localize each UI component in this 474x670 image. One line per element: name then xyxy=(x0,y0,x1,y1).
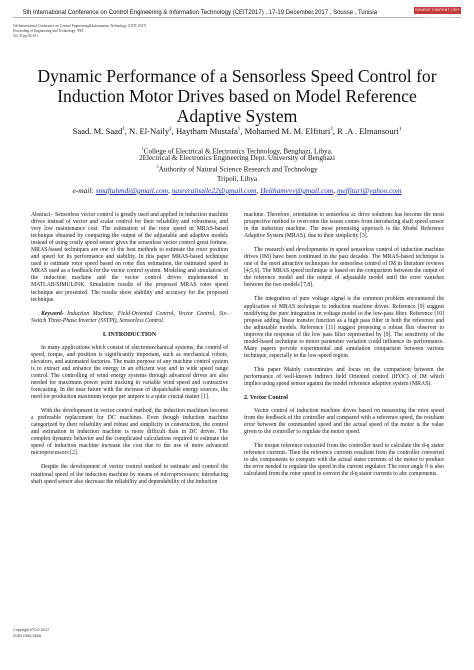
affiliation-text: College of Electrical & Electronics Technology, Benghazi, Libya. xyxy=(143,147,333,156)
affiliation-sup: 3 xyxy=(156,164,159,169)
affiliation-sup: 1 xyxy=(141,146,144,151)
author-name: Haytham Mustafa xyxy=(175,126,238,136)
author-name: Mohamed M. M. Elfituri xyxy=(244,126,331,136)
section-heading: I. INTRODUCTION xyxy=(102,331,157,338)
publisher-badge: SOURCE CONTENT: CEIT PUBLICATIONS xyxy=(415,8,460,19)
email-link[interactable]: smaftahmdi@gmail.com xyxy=(95,186,169,195)
affiliation-text: Tripoli, Libya xyxy=(216,175,258,183)
proceedings-line: 5th International Conference on Control Engineering&Information Technology (CEIT-2017) xyxy=(13,24,147,28)
paragraph: This paper Mainly concentrates and focus on the comparison between the performance of well-known indirect field Oriented control (IFOC) of IM which implies using speed sensor against the model reference adaptive system (MRAS). xyxy=(244,366,444,387)
author-name: N. El-Naily xyxy=(129,126,170,136)
paragraph: The torque reference extracted from the controller used to calculate the d-q stator reference currents. Then the reference currents resultant from the controller converted to abc components to compare with the actual stator currents of the motor to produce the error needed to regulate the speed in the current regulator. The rotor angle θ is also calculated from the rotor speed to convert the d-q stator currents to abc components. xyxy=(244,443,444,478)
paragraph: machine. Therefore, orientation to sensorless ac drive solutions has become the most prospective method to overcome the issues comes from introducing shaft speed sensor in the induction machine. The most promising approach is the Model Reference Adaptive System (MRAS), due to their simplicity [3]. xyxy=(244,212,444,240)
author-sup: 3 xyxy=(330,127,333,133)
keywords-text: Induction Machine, Field-Oriented Control, Vector Control, Six-Switch Three-Phase Inverter (SSTPI), Sensorless Control. xyxy=(31,310,228,324)
conference-header xyxy=(13,5,461,18)
proceedings-line: Proceeding of Engineering and Technology -PET xyxy=(13,29,84,34)
proceedings-line: Vol.35 pp.92-101 xyxy=(13,34,38,39)
right-column xyxy=(244,212,444,486)
paragraph: In many applications which consist of electromechanical systems, the control of speed, torque, and position is significantly important, such as mechanical robots, elevators, and automated factories. The main purpose of any machine control system is to extract and enhance the energy in an efficient way and in wide speed range control. The controlling of wind energy systems through advanced drives are also needed for maximum power point tracking in variable wind speed and contractive forecasting. In the near future with the increase of dispatchable energy sources, the need for production maximum torque per ampere is a quite crucial matter [1]. xyxy=(31,344,228,401)
author-sup: 1 xyxy=(398,127,402,133)
issn: ISSN 2356-5608 xyxy=(13,633,42,638)
author-sup: 1 xyxy=(122,127,125,133)
affiliation xyxy=(0,163,474,174)
author-sup: 1 xyxy=(237,127,241,133)
author-list: Saad. M. Saad$^1$, N. El-Naily$^2$, Haytham Mustafa$^1$, Mohamed M. M. Elfituri$^3$, R .A . Elmansouri$^1$ xyxy=(72,126,402,136)
paragraph: Vector control of induction machine drives based on measuring the rotor speed from the feedback of the controller and compared with a reference speed, the resultant error between the commanded speed and the actual speed of the motor is the value given to the controller to regulate the motor speed. xyxy=(244,408,444,436)
abstract-label: Abstract– xyxy=(31,212,54,218)
copyright: Copyright IPCO-2017 xyxy=(13,628,50,632)
affiliation xyxy=(0,154,474,163)
footer xyxy=(13,628,49,639)
keywords xyxy=(31,311,228,325)
keywords-label: Keyword- xyxy=(41,310,64,317)
paragraph: The research and developments in speed sensorless control of induction machine drives (IM) have been continued in the past decades. The MRAS-based technique is one of the most attractive techniques for sensorless control of IM in literature reviews [4,5,6]. The MRAS speed technique is based on the comparison between the output of the reference model and the output of adjustable model until the error vanishes between the two models [7,8]. xyxy=(244,247,444,289)
abstract xyxy=(31,212,228,304)
affiliation xyxy=(0,175,474,184)
proceedings-info xyxy=(13,24,146,40)
email-link[interactable]: nasreralnaile22@gmail.com xyxy=(171,186,257,195)
paragraph: Despite the development of vector control method to estimate and control the rotational speed of the induction machine by means of microprocessors; introducing shaft speed sensor also decrease the reliability and dependability of the induction xyxy=(31,464,228,485)
email-line: e-mail: smaftahmdi@gmail.com, nasreralnaile22@gmail.com, Heithamvvv@gmail.com, melfituri@yahoo.com xyxy=(72,186,402,195)
conference-name: 5th International Conference on Control Engineering & Information Technology (CEIT2017) , 17-19 December,2017 , Sousse , Tunisia xyxy=(23,10,378,16)
left-column xyxy=(31,212,228,493)
author-name: R .A . Elmansouri xyxy=(337,126,399,136)
email-prefix: e-mail: xyxy=(72,186,94,195)
paper-title: Dynamic Performance of a Sensorless Speed Control for Induction Motor Drives based on Model Reference Adaptive System xyxy=(37,66,437,126)
affiliation-text: 2Electrical & Electronics Engineering Dept. University of Benghazi xyxy=(139,154,335,162)
email-link[interactable]: Heithamvvv@gmail.com xyxy=(260,186,334,195)
paragraph: With the development in vector control method, the induction machines become a preferable replacement for DC machines. Even though induction machine categorized by their reliability and robust and simplicity in construction, the control and estimation in induction machine is more difficult than in DC drives. The complex dynamic behavior and the complicated calculations required to estimate the speed of induction machine increase the cost due to the use of more advanced microprocessors [2]. xyxy=(31,408,228,457)
abstract-text: Sensorless vector control is greatly used and applied in induction machine drives instead of vector and scalar control for their reliability and robustness, and very low maintenance cost. The estimation of the rotor speed in MRAS-based technique obtained by comparing the output of the adjustable and adaptive models instead of using costly speed sensor gives the sensorless vector control great fortune. MRAS-based techniques are one of the best methods to estimate the rotor position and speed for its performance and stability. In this paper MRAS-based technique used to estimate rotor speed based on rotor flux estimation, the estimated speed in MRAS used as a feedback for the vector control system. Modeling and simulation of the induction machine and the vector control drives implemented in MATLAB/SIMULINK. Simulation results of the proposed MRAS rotor speed technique are presented. The results show stability and accuracy for the proposed technique. xyxy=(31,212,229,303)
author-name: Saad. M. Saad xyxy=(72,126,123,136)
author-sup: 2 xyxy=(169,127,172,133)
email-link[interactable]: melfituri@yahoo.com xyxy=(336,186,402,195)
affiliation-text: Authority of Natural Science Research and Technology xyxy=(158,165,318,174)
paragraph: The integration of pure voltage signal is the common problem encountered the application of MRAS technique to induction machine drives. Reference [9] suggest modifying the pure integration in voltage model to the low-pass filter. Reference [10] propose adding linear transfer function as a high pass filter in both the reference and the adjustable models. Reference [11] suggest proposing a robust flux observer to improve the response of the low pass filter represented by [9]. The sensitivity of the model-based technique to motor parameter variation could influence its performance. Many papers provide experimental and simulation comparison between various technique, especially in the low-speed region. xyxy=(244,296,444,359)
section-heading: 2. Vector Control xyxy=(244,395,288,402)
